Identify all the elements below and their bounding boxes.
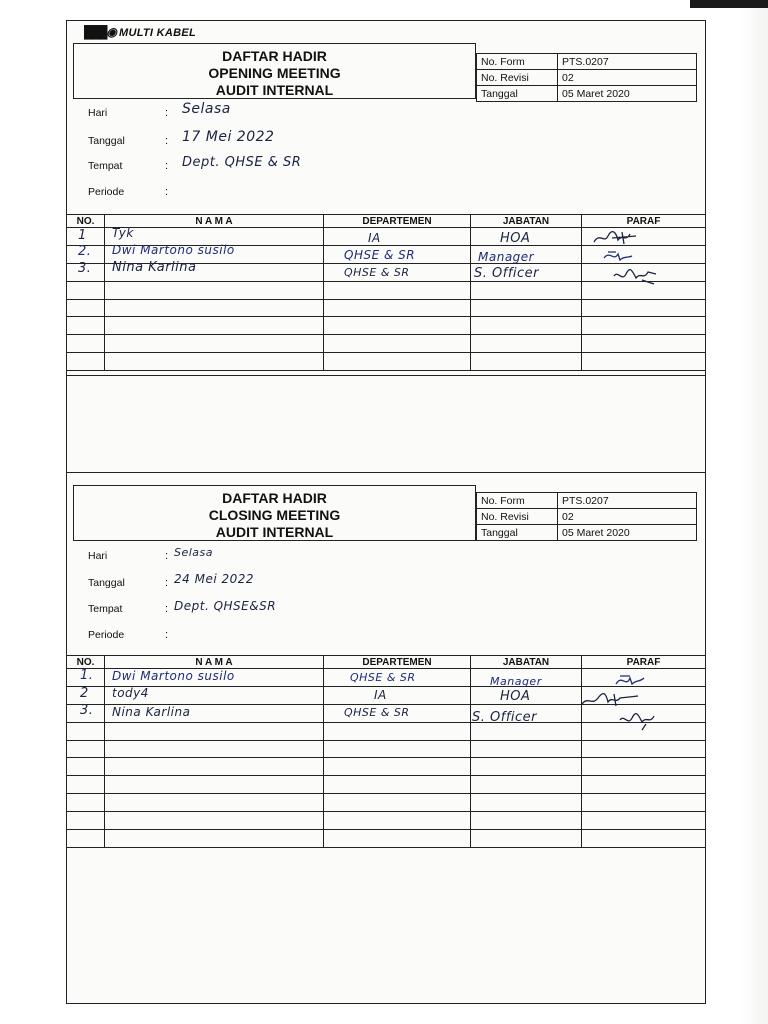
opening-title-line-2: OPENING MEETING <box>208 65 341 81</box>
meta-label: No. Revisi <box>477 509 558 525</box>
closing-row1-nama: Dwi Martono susilo <box>112 669 235 683</box>
opening-row3-jabatan: S. Officer <box>474 266 540 281</box>
field-label-tempat: Tempat <box>88 160 123 172</box>
field-label-hari: Hari <box>88 107 108 119</box>
field-value-hari: Selasa <box>182 101 231 117</box>
table-row <box>67 740 706 758</box>
opening-title-line-3: AUDIT INTERNAL <box>215 82 334 98</box>
col-nama: N A M A <box>105 656 324 669</box>
opening-row1-nama: Tyk <box>112 226 134 240</box>
signature-icon <box>600 248 640 264</box>
table-row <box>67 317 706 335</box>
opening-row3-nama: Nina Karlina <box>112 260 197 275</box>
section-divider <box>66 472 706 473</box>
closing-title-line-3: AUDIT INTERNAL <box>215 524 334 540</box>
signature-icon <box>618 710 658 732</box>
table-row <box>67 758 706 776</box>
meta-row <box>477 86 697 102</box>
opening-row3-departemen: QHSE & SR <box>344 266 410 279</box>
table-row <box>67 812 706 830</box>
table-row <box>67 299 706 317</box>
scan-edge <box>690 0 768 8</box>
opening-row2-departemen: QHSE & SR <box>344 248 416 262</box>
table-row <box>67 281 706 299</box>
field-colon: : <box>165 135 169 147</box>
opening-meta-table <box>476 53 697 102</box>
closing-row3-no: 3. <box>80 703 94 718</box>
table-row <box>67 794 706 812</box>
col-paraf: PARAF <box>582 656 706 669</box>
table-header <box>67 656 706 669</box>
opening-title-line-1: DAFTAR HADIR <box>222 48 327 64</box>
meta-row <box>477 70 697 86</box>
opening-row2-no: 2. <box>78 244 92 259</box>
field-label-tempat: Tempat <box>88 603 123 615</box>
field-label-tanggal: Tanggal <box>88 577 125 589</box>
closing-row2-nama: tody4 <box>112 686 149 700</box>
closing-row2-departemen: IA <box>374 688 387 702</box>
signature-icon <box>578 692 642 708</box>
closing-row3-departemen: QHSE & SR <box>344 706 410 719</box>
closing-title-line-1: DAFTAR HADIR <box>222 490 327 506</box>
field-value-tempat: Dept. QHSE&SR <box>174 599 277 613</box>
signature-icon <box>612 672 648 690</box>
meta-value: 05 Maret 2020 <box>558 86 697 102</box>
meta-label: No. Form <box>477 493 558 509</box>
field-colon: : <box>165 186 169 198</box>
closing-row2-jabatan: HOA <box>500 689 531 704</box>
meta-label: Tanggal <box>477 525 558 541</box>
closing-row1-departemen: QHSE & SR <box>350 671 416 684</box>
field-label-periode: Periode <box>88 629 125 641</box>
field-colon: : <box>165 603 169 615</box>
opening-row2-nama: Dwi Martono susilo <box>112 243 235 257</box>
field-colon: : <box>165 160 169 172</box>
col-jabatan: JABATAN <box>471 215 582 228</box>
field-label-periode: Periode <box>88 186 125 198</box>
field-label-hari: Hari <box>88 550 108 562</box>
meta-label: No. Form <box>477 54 558 70</box>
closing-title-line-2: CLOSING MEETING <box>208 507 341 523</box>
table-row <box>67 353 706 371</box>
logo-mark-icon: ███◉ <box>84 25 116 39</box>
field-value-tempat: Dept. QHSE & SR <box>182 155 302 170</box>
signature-icon <box>592 230 640 246</box>
meta-label: Tanggal <box>477 86 558 102</box>
opening-row3-no: 3. <box>78 261 92 276</box>
meta-value: 02 <box>558 70 697 86</box>
table-row <box>67 776 706 794</box>
meta-row <box>477 493 697 509</box>
opening-row2-jabatan: Manager <box>478 250 535 264</box>
table-header <box>67 215 706 228</box>
col-no: NO. <box>67 656 105 669</box>
field-value-hari: Selasa <box>174 546 214 559</box>
meta-label: No. Revisi <box>477 70 558 86</box>
field-colon: : <box>165 629 169 641</box>
opening-row1-no: 1 <box>78 228 87 243</box>
opening-title <box>73 48 476 99</box>
col-no: NO. <box>67 215 105 228</box>
col-jabatan: JABATAN <box>471 656 582 669</box>
col-nama: N A M A <box>105 215 324 228</box>
meta-row <box>477 509 697 525</box>
meta-value: 02 <box>558 509 697 525</box>
opening-row1-jabatan: HOA <box>500 231 531 246</box>
field-colon: : <box>165 107 169 119</box>
company-name: MULTI KABEL <box>118 27 197 39</box>
closing-row2-no: 2 <box>80 686 89 701</box>
table-row <box>67 830 706 848</box>
closing-row3-nama: Nina Karlina <box>112 705 191 719</box>
closing-title <box>73 490 476 541</box>
signature-icon <box>612 266 662 286</box>
table-row <box>67 722 706 740</box>
field-label-tanggal: Tanggal <box>88 135 125 147</box>
col-departemen: DEPARTEMEN <box>324 215 471 228</box>
meta-value: 05 Maret 2020 <box>558 525 697 541</box>
col-departemen: DEPARTEMEN <box>324 656 471 669</box>
closing-meta-table <box>476 492 697 541</box>
meta-value: PTS.0207 <box>558 54 697 70</box>
background-shade <box>740 0 768 1024</box>
col-paraf: PARAF <box>582 215 706 228</box>
field-value-tanggal: 17 Mei 2022 <box>182 129 275 145</box>
closing-row1-no: 1. <box>80 668 94 683</box>
closing-row3-jabatan: S. Officer <box>472 710 538 725</box>
section-divider <box>66 375 706 376</box>
field-value-tanggal: 24 Mei 2022 <box>174 572 255 586</box>
meta-value: PTS.0207 <box>558 493 697 509</box>
closing-row1-jabatan: Manager <box>490 675 542 688</box>
company-logo <box>84 25 196 39</box>
field-colon: : <box>165 550 169 562</box>
table-row <box>67 335 706 353</box>
meta-row <box>477 525 697 541</box>
meta-row <box>477 54 697 70</box>
opening-row1-departemen: IA <box>368 231 381 245</box>
field-colon: : <box>165 577 169 589</box>
